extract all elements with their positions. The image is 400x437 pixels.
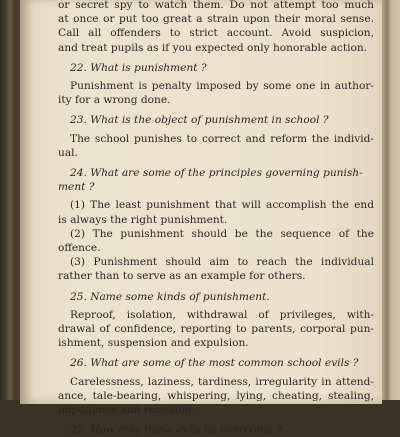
- question-heading: ment ?: [58, 181, 95, 194]
- answer-line: (3) Punishment should aim to reach the individual: [70, 256, 374, 269]
- answer-line: ishment, suspension and expulsion.: [58, 337, 249, 350]
- answer-line: Reproof, isolation, withdrawal of privileges, with-: [70, 308, 374, 321]
- question-26: [58, 356, 374, 417]
- text-line: at once or put too great a strain upon their moral sense.: [58, 13, 374, 26]
- intro-paragraph: [58, 0, 374, 55]
- answer-line: ity for a wrong done.: [58, 94, 171, 107]
- answer-line: drawal of confidence, reporting to parents, corporal pun-: [58, 323, 374, 336]
- answer-line: (1) The least punishment that will accomplish the end: [70, 199, 374, 212]
- page-edge: [382, 0, 400, 400]
- answer-line: impudence and rebellion.: [58, 404, 195, 417]
- question-25: [58, 290, 374, 351]
- answer-line: rather than to serve as an example for others.: [58, 270, 306, 283]
- answer-line: ance, tale-bearing, whispering, lying, cheating, stealing,: [58, 389, 374, 402]
- question-23: [58, 113, 374, 160]
- text-line: and treat pupils as if you expected only honorable action.: [58, 41, 368, 54]
- answer-line: The school punishes to correct and reform the individ-: [70, 132, 374, 145]
- question-heading: 22. What is punishment ?: [70, 61, 207, 74]
- answer-line: offence.: [58, 242, 101, 255]
- question-heading: 23. What is the object of punishment in school ?: [70, 114, 329, 127]
- text-line: Call all offenders to strict account. Avoid suspicion,: [58, 27, 374, 40]
- question-heading: 24. What are some of the principles governing punish-: [70, 167, 363, 180]
- answer-line: is always the right punishment.: [58, 213, 228, 226]
- page-text: [58, 0, 374, 437]
- question-heading: 26. What are some of the most common school evils ?: [70, 357, 359, 370]
- question-27: [58, 423, 374, 437]
- question-24: [58, 166, 374, 284]
- answer-line: Punishment is penalty imposed by some one in author-: [70, 80, 374, 93]
- answer-line: (2) The punishment should be the sequence of the: [70, 227, 374, 240]
- question-heading: 25. Name some kinds of punishment.: [70, 290, 270, 303]
- text-line: or secret spy to watch them. Do not attempt too much: [58, 0, 374, 11]
- answer-line: Carelessness, laziness, tardiness, irregularity in attend-: [70, 375, 374, 388]
- answer-line: ual.: [58, 146, 78, 159]
- question-heading: 27. How may these evils be overcome ?: [70, 424, 283, 437]
- question-22: [58, 61, 374, 108]
